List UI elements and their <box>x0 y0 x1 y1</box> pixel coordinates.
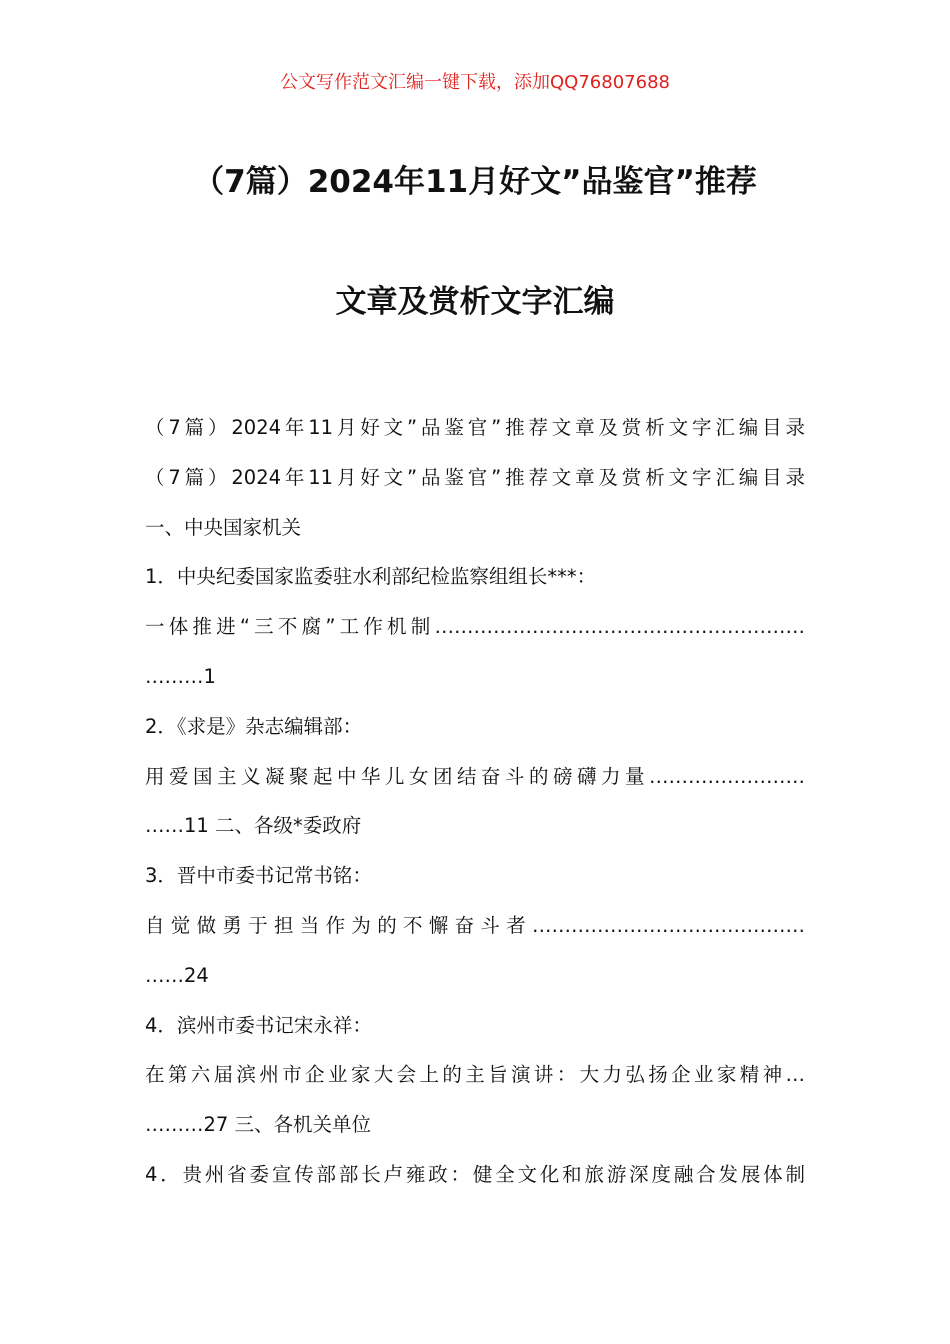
toc-entry-page: ……11 二、各级*委政府 <box>145 814 362 838</box>
toc-heading: （7篇）2024年11月好文”品鉴官”推荐文章及赏析文字汇编目录 <box>145 416 805 439</box>
toc-section: 一、中央国家机关 <box>145 515 302 539</box>
toc-entry-title: 在第六届滨州市企业家大会上的主旨演讲：大力弘扬企业家精神… <box>145 1063 805 1087</box>
document-title-line-1: （7篇）2024年11月好文”品鉴官”推荐 <box>193 164 757 200</box>
toc-entry-title: 4．贵州省委宣传部部长卢雍政：健全文化和旅游深度融合发展体制 <box>145 1162 805 1186</box>
toc-entry-page: ………27 三、各机关单位 <box>145 1113 372 1137</box>
toc-entry-author: 2．《求是》杂志编辑部： <box>145 714 363 738</box>
toc-entry-page: ……24 <box>145 963 209 987</box>
toc-entry-title: 用爱国主义凝聚起中华儿女团结奋斗的磅礴力量…………………… <box>145 764 805 788</box>
table-of-contents <box>145 414 805 1211</box>
toc-entry-author: 3．晋中市委书记常书铭： <box>145 864 372 888</box>
toc-heading: （7篇）2024年11月好文”品鉴官”推荐文章及赏析文字汇编目录 <box>145 465 805 489</box>
download-banner: 公文写作范文汇编一键下载，添加QQ76807688 <box>280 72 670 93</box>
toc-entry-page: ………1 <box>145 664 216 688</box>
document-title-line-2: 文章及赏析文字汇编 <box>335 284 615 320</box>
toc-entry-author: 4．滨州市委书记宋永祥： <box>145 1013 372 1037</box>
toc-entry-author: 1．中央纪委国家监委驻水利部纪检监察组组长***： <box>145 565 597 589</box>
toc-entry-title: 自觉做勇于担当作为的不懈奋斗者…………………………………… <box>145 913 805 937</box>
toc-entry-title: 一体推进“三不腐”工作机制………………………………………………… <box>145 615 805 639</box>
